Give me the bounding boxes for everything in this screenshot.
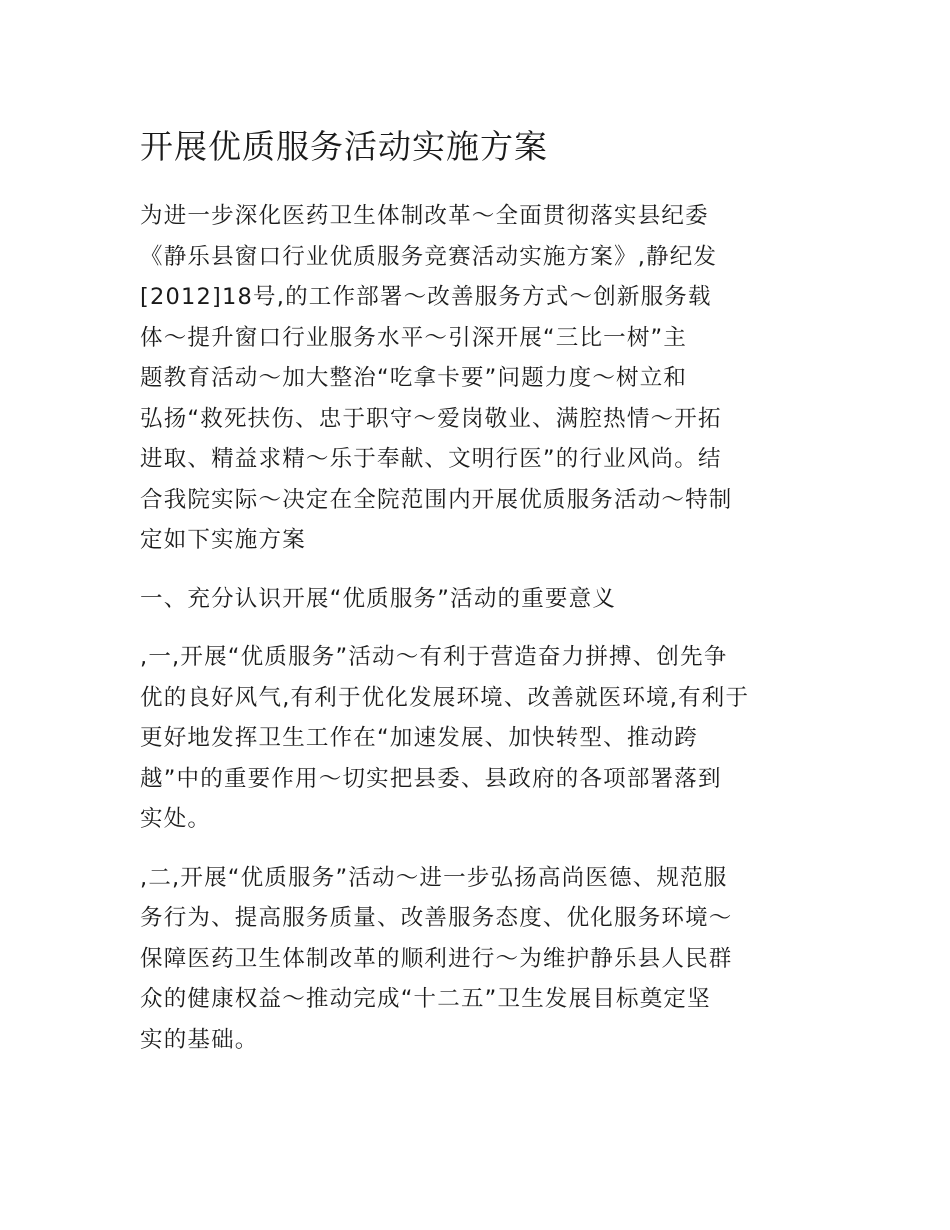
point-one-paragraph [140, 637, 812, 840]
paragraph-line: 进取、精益求精～乐于奉献、文明行医”的行业风尚。结 [140, 446, 722, 472]
point-two-paragraph [140, 858, 812, 1061]
paragraph-line: 定如下实施方案 [140, 527, 306, 553]
paragraph-line: 保障医药卫生体制改革的顺利进行～为维护静乐县人民群 [140, 945, 733, 972]
paragraph-line: 实的基础。 [140, 1026, 259, 1053]
paragraph-line: 合我院实际～决定在全院范围内开展优质服务活动～特制 [140, 486, 733, 513]
page-title: 开展优质服务活动实施方案 [140, 127, 548, 166]
section-heading-line: 一、充分认识开展“优质服务”活动的重要意义 [140, 585, 617, 612]
paragraph-line: 题教育活动～加大整治“吃拿卡要”问题力度～树立和 [140, 365, 688, 391]
paragraph-line: 越”中的重要作用～切实把县委、县政府的各项部署落到 [140, 765, 722, 792]
paragraph-line: 弘扬“救死扶伤、忠于职守～爱岗敬业、满腔热情～开拓 [140, 405, 722, 432]
paragraph-line: 优的良好风气,有利于优化发展环境、改善就医环境,有利于 [140, 684, 750, 711]
paragraph-line: 为进一步深化医药卫生体制改革～全面贯彻落实县纪委 [140, 203, 709, 229]
paragraph-line: [2012]18号,的工作部署～改善服务方式～创新服务载 [140, 284, 712, 310]
intro-paragraph [140, 196, 812, 561]
paragraph-line: 更好地发挥卫生工作在“加速发展、加快转型、推动跨 [140, 725, 698, 751]
paragraph-line: ,一,开展“优质服务”活动～有利于营造奋力拼搏、创先争 [140, 644, 728, 670]
paragraph-line: ,二,开展“优质服务”活动～进一步弘扬高尚医德、规范服 [140, 864, 728, 891]
section-heading [140, 579, 812, 620]
paragraph-line: 实处。 [140, 806, 212, 832]
document-page [140, 120, 812, 1078]
paragraph-line: 务行为、提高服务质量、改善服务态度、优化服务环境～ [140, 905, 733, 931]
paragraph-line: 体～提升窗口行业服务水平～引深开展“三比一树”主 [140, 324, 688, 351]
paragraph-line: 《静乐县窗口行业优质服务竞赛活动实施方案》,静纪发 [140, 243, 718, 270]
paragraph-line: 众的健康权益～推动完成“十二五”卫生发展目标奠定坚 [140, 986, 711, 1012]
